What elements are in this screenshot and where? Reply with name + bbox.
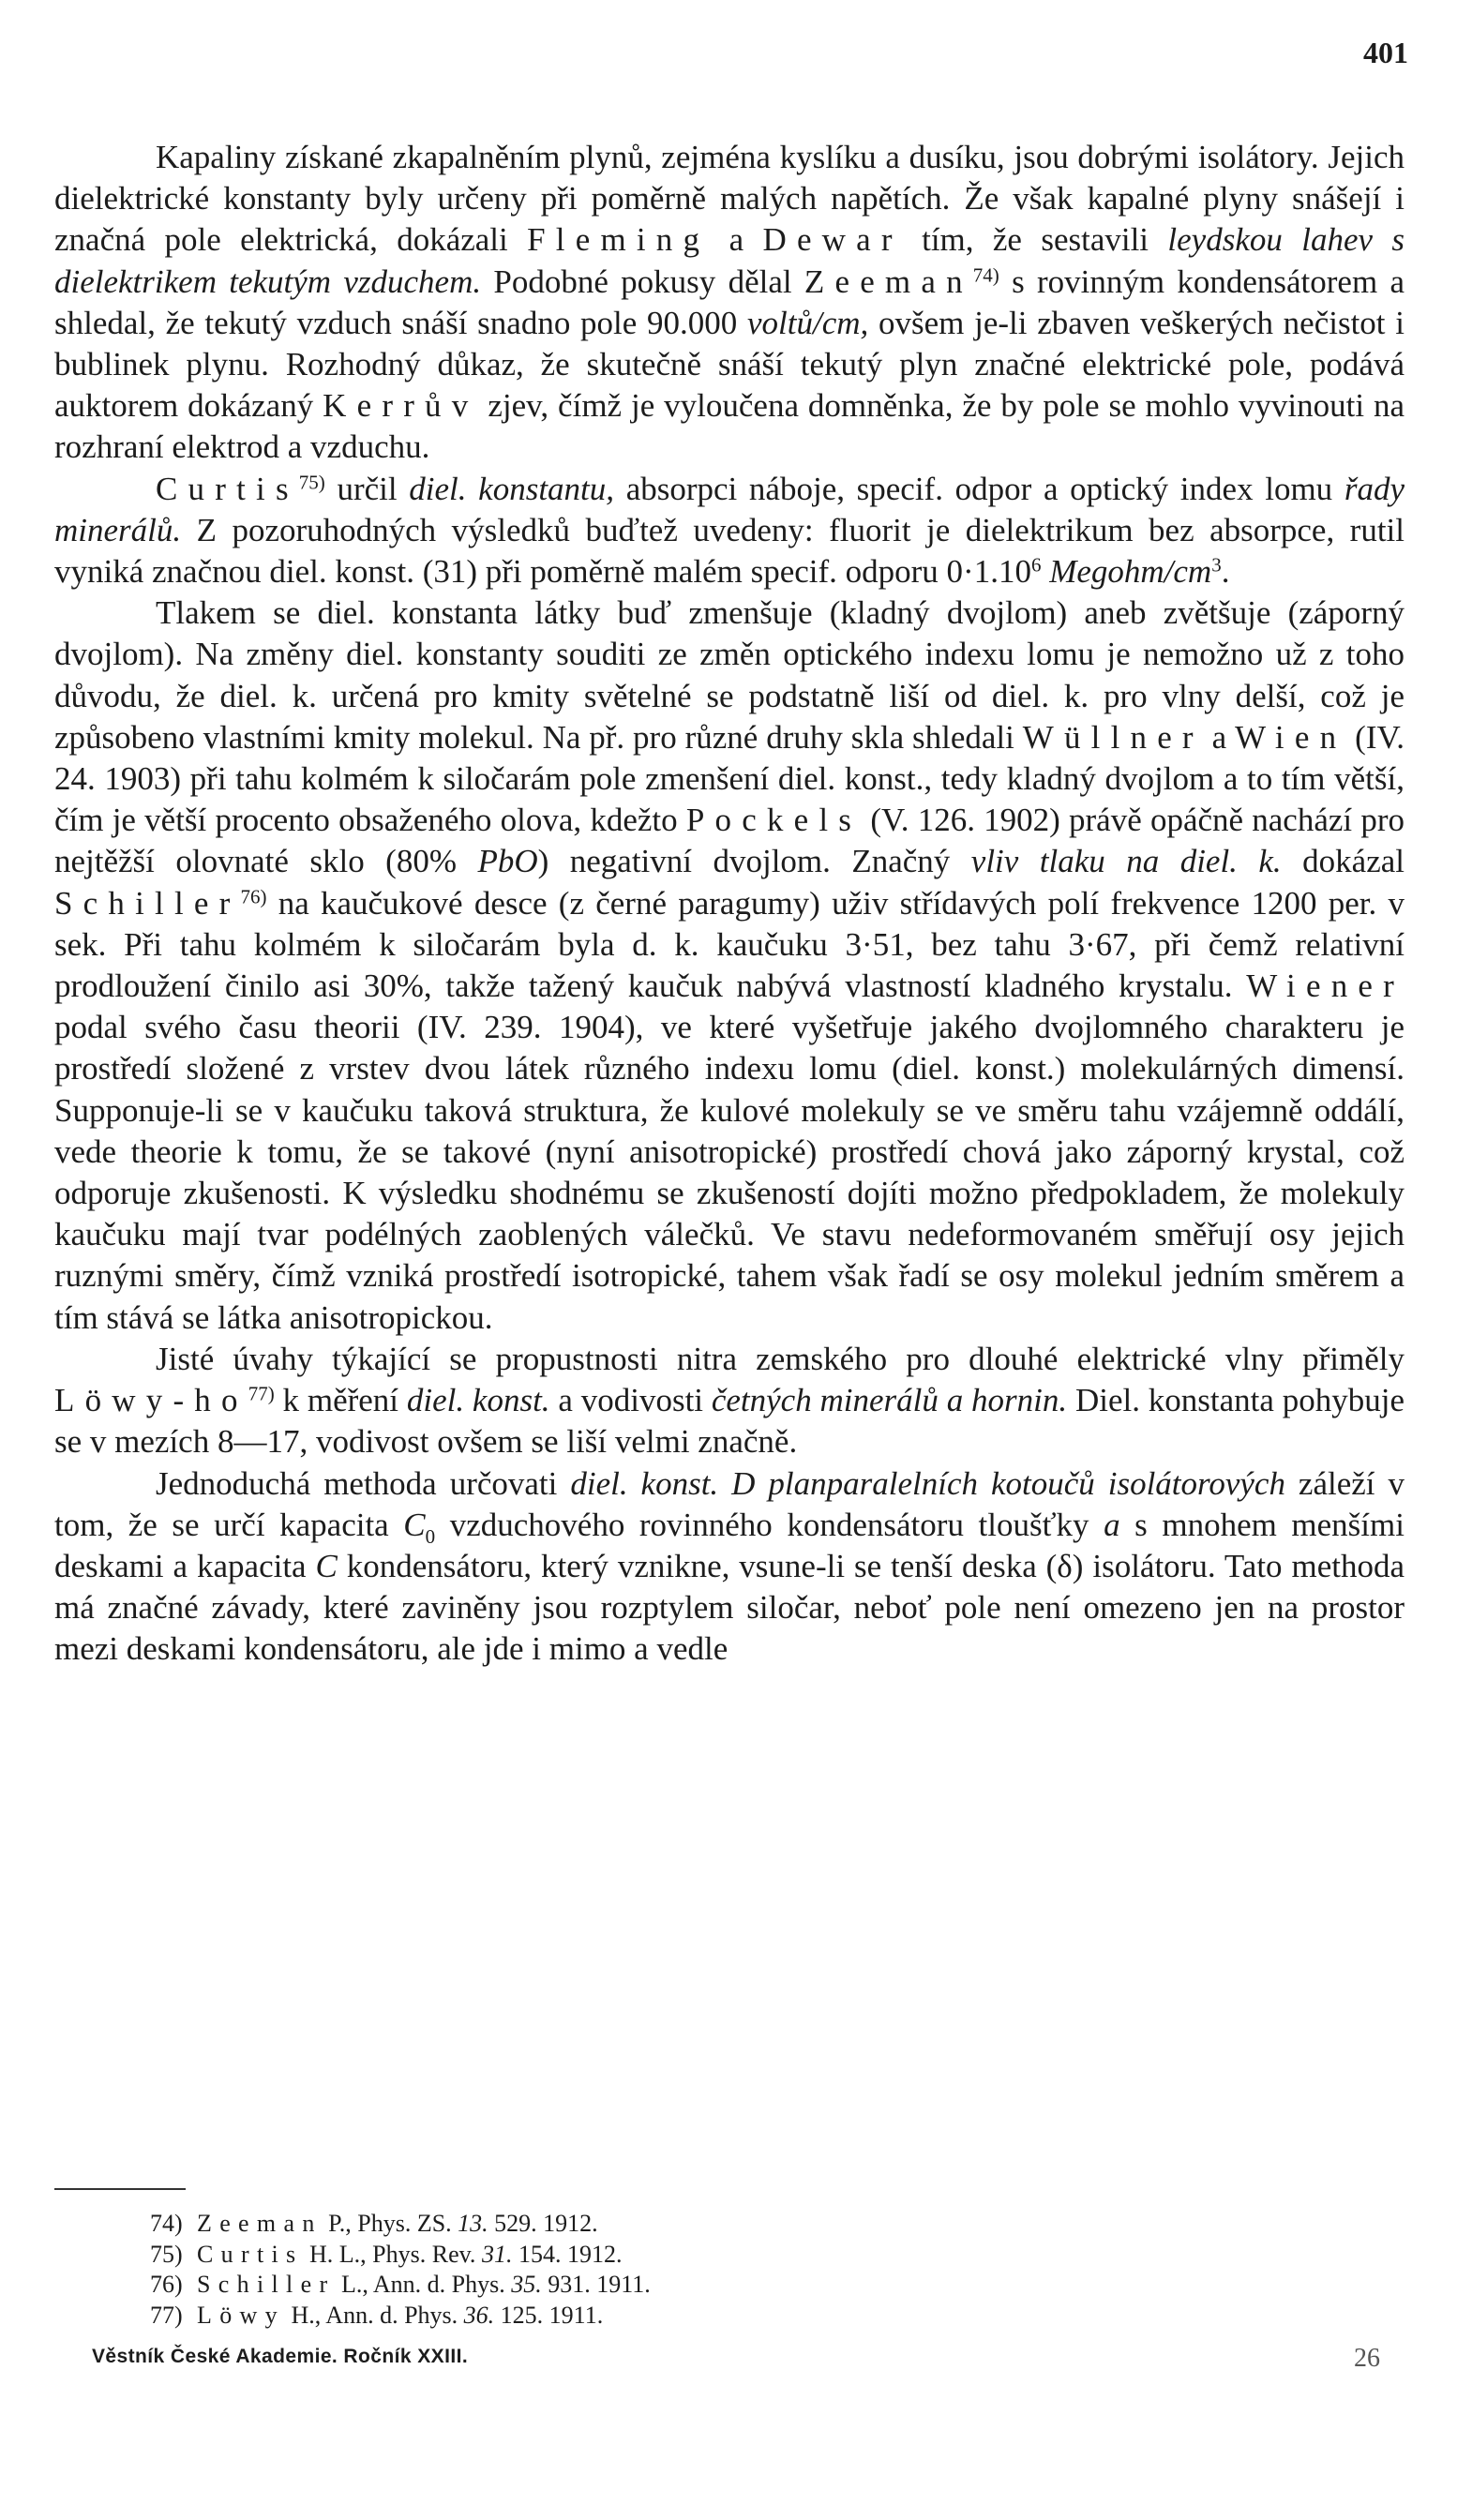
superscript: 3 <box>1211 553 1222 577</box>
footnote-rule <box>54 2188 186 2190</box>
italic-run: diel. konst. D planparalelních kotoučů isolátorových <box>570 1464 1285 1502</box>
paragraph-4 <box>54 1339 1404 1463</box>
paragraph-3 <box>54 592 1404 1339</box>
text-run: vzduchového rovinného kondensátoru tloušťky <box>435 1506 1104 1543</box>
italic-run: C <box>315 1547 338 1584</box>
text-run: a <box>710 221 763 259</box>
text-run <box>1041 553 1049 590</box>
superscript: 76) <box>240 885 267 908</box>
italic-run: leydskou lahev s dielektrikem tekutým vzduchem. <box>54 221 1404 300</box>
italic-run: diel. konstantu, <box>409 470 615 507</box>
body-text <box>54 137 1404 1671</box>
spaced-name: Fleming <box>527 221 711 259</box>
text-run: s rovinným kondensátorem a shledal, že tekutý vzduch snáší snadno pole 90.000 <box>54 262 1405 341</box>
footnote-volume: 31. <box>481 2240 513 2268</box>
italic-run: voltů/cm, <box>747 304 869 341</box>
spaced-name: Kerrův <box>323 387 479 425</box>
italic-run: a <box>1104 1506 1120 1543</box>
paragraph-5 <box>54 1463 1404 1671</box>
text-run: Kapaliny získané zkapalněním plynů, zejména kyslíku a dusíku, jsou dobrými isolátory. Jejich dielektrické konstanty byly určeny při poměrně malých napětích. Že však kapalné plyny snášejí i značná pole elektrická, dokázali <box>54 139 1404 259</box>
signature-mark: 26 <box>1354 2344 1380 2373</box>
footnote-author: Curtis <box>197 2240 304 2268</box>
text-run: určil <box>324 470 410 507</box>
footnote-number: 76) <box>150 2271 183 2298</box>
footnotes <box>150 2209 651 2331</box>
footnote-77 <box>150 2301 651 2332</box>
text-run: absorpci náboje, specif. odpor a optický index lomu <box>614 470 1344 507</box>
superscript: 74) <box>972 263 999 287</box>
footnote-source: H., Ann. d. Phys. <box>284 2301 464 2329</box>
text-run: zjev, čímž je vyloučena domněnka, že by pole se mohlo vyvinouti na rozhraní elektrod a vzduchu. <box>54 387 1405 466</box>
text-run: a vodivosti <box>549 1382 712 1419</box>
superscript: 6 <box>1030 553 1042 577</box>
italic-run: řady minerálů. <box>54 470 1405 548</box>
superscript: 77) <box>248 1382 275 1405</box>
text-run: tím, že sestavili <box>902 221 1168 259</box>
footnote-author: Zeeman <box>197 2210 323 2237</box>
italic-run: vliv tlaku na diel. k. <box>970 843 1282 880</box>
footnote-76 <box>150 2270 651 2301</box>
footnote-source: P., Phys. ZS. <box>322 2210 458 2237</box>
text-run: (V. 126. 1902) právě opáčně nachází pro nejtěžší olovnaté sklo (80% <box>54 802 1404 880</box>
text-run: podal svého času theorii (IV. 239. 1904), ve které vyšetřuje jakého dvojlomného charakteru je prostředí složené z vrstev dvou látek různého indexu lomu (diel. konst.) molekulárných dimensí. Supponuje-li se v kaučuku taková struktura, že kulové molekuly se ve směru tahu vzájemně oddálí, vede theorie k tomu, že se takové (nyní anisotropické) prostředí chová jako záporný krystal, což odporuje zkušenosti. K výsledku shodnému se zkušeností dojíti možno předpokladem, že molekuly kaučuku mají tvar podélných zaoblených válečků. Ve stavu nedeformovaném směřují osy jejich ruznými směry, čímž vzniká prostředí isotropické, tahem však řadí se osy molekul jedním směrem a tím stává se látka anisotropickou. <box>54 1009 1404 1336</box>
paragraph-2 <box>54 469 1404 593</box>
footnote-number: 77) <box>150 2301 183 2329</box>
text-run: s mnohem menšími deskami a kapacita <box>54 1506 1404 1584</box>
text-run: Podobné pokusy dělal <box>481 262 804 300</box>
text-run: k měření <box>274 1382 407 1419</box>
spaced-name: Zeeman <box>804 262 973 300</box>
footnote-pages: 125. 1911. <box>494 2301 604 2329</box>
spaced-name: Wien <box>1235 718 1347 756</box>
footnote-volume: 36. <box>463 2301 495 2329</box>
italic-run: PbO <box>477 843 538 880</box>
spaced-name: Wiener <box>1246 968 1404 1005</box>
text-run: Jisté úvahy týkající se propustnosti nitra zemského pro dlouhé elektrické vlny přiměly <box>156 1340 1404 1377</box>
text-run: Z pozoruhodných výsledků buďtež uvedeny: fluorit je dielektrikum bez absorpce, rutil vyniká značnou diel. konst. (31) při poměrně malém specif. odporu 0·1.10 <box>54 511 1404 591</box>
text-run: Jednoduchá methoda určovati <box>156 1464 571 1502</box>
text-run: Tlakem se diel. konstanta látky buď zmenšuje (kladný dvojlom) aneb zvětšuje (záporný dvojlom). Na změny diel. konstanty souditi ze změn optického indexu lomu je nemožno už z toho důvodu, že diel. k. určená pro kmity světelné se podstatně liší od diel. k. pro vlny delší, což je způsobeno vlastními kmity molekul. Na př. pro různé druhy skla shledali <box>54 594 1404 756</box>
text-run: a <box>1203 718 1236 756</box>
footnote-volume: 13. <box>458 2210 488 2237</box>
footnote-pages: 529. 1912. <box>488 2210 598 2237</box>
text-run: dokázal <box>1281 843 1404 880</box>
footnote-volume: 35. <box>511 2271 542 2298</box>
spaced-name: Curtis <box>156 470 299 507</box>
text-run: . <box>1221 553 1230 591</box>
footnote-74 <box>150 2209 651 2240</box>
subscript: 0 <box>425 1524 436 1548</box>
text-run: záleží v tom, že se určí kapacita <box>54 1464 1404 1543</box>
italic-run: C <box>403 1506 426 1543</box>
footnote-75 <box>150 2240 651 2271</box>
text-run: (IV. 24. 1903) při tahu kolmém k siločarám pole zmenšení diel. konst., tedy kladný dvojlom a to tím větší, čím je větší procento obsaženého olova, kdežto <box>54 718 1404 839</box>
spaced-name: Pockels <box>685 802 863 839</box>
italic-run: diel. konst. <box>406 1382 550 1419</box>
journal-footer: Věstník České Akademie. Ročník XXIII. <box>92 2346 469 2367</box>
footnote-number: 75) <box>150 2240 183 2268</box>
italic-run: Megohm/cm <box>1049 553 1212 591</box>
italic-run: četných minerálů a hornin. <box>711 1382 1068 1419</box>
spaced-name: Dewar <box>762 221 903 259</box>
footnote-source: H. L., Phys. Rev. <box>303 2240 482 2268</box>
paragraph-1 <box>54 137 1404 469</box>
text-run: ) negativní dvojlom. Značný <box>537 843 971 880</box>
text-run: Diel. konstanta pohybuje se v mezích 8—17, vodivost ovšem se liší velmi značně. <box>54 1382 1405 1461</box>
text-run: na kaučukové desce (z černé paragumy) uživ střídavých polí frekvence 1200 per. v sek. Při tahu kolmém k siločarám byla d. k. kaučuku 3·51, bez tahu 3·67, při čemž relativní prodloužení činilo asi 30%, takže tažený kaučuk nabývá vlastností kladného krystalu. <box>54 884 1404 1005</box>
spaced-name: Löwy-ho <box>54 1382 248 1419</box>
footnote-number: 74) <box>150 2210 183 2237</box>
footnote-pages: 931. 1911. <box>541 2271 651 2298</box>
text-run: ovšem je-li zbaven veškerých nečistot i bublinek plynu. Rozhodný důkaz, že skutečně snáší tekutý plyn značné elektrické pole, podává auktorem dokázaný <box>54 304 1404 425</box>
footnote-author: Löwy <box>197 2301 285 2329</box>
spaced-name: Schiller <box>54 884 241 922</box>
spaced-name: Wüllner <box>1022 718 1204 756</box>
page-number: 401 <box>1363 36 1408 69</box>
text-run: kondensátoru, který vznikne, vsune-li se tenší deska (δ) isolátoru. Tato methoda má značné závady, které zaviněny jsou rozptylem siločar, neboť pole není omezeno jen na prostor mezi deskami kondensátoru, ale jde i mimo a vedle <box>54 1547 1404 1668</box>
footnote-pages: 154. 1912. <box>512 2240 623 2268</box>
footnote-source: L., Ann. d. Phys. <box>335 2271 512 2298</box>
superscript: 75) <box>298 471 325 494</box>
footnote-author: Schiller <box>197 2271 336 2298</box>
